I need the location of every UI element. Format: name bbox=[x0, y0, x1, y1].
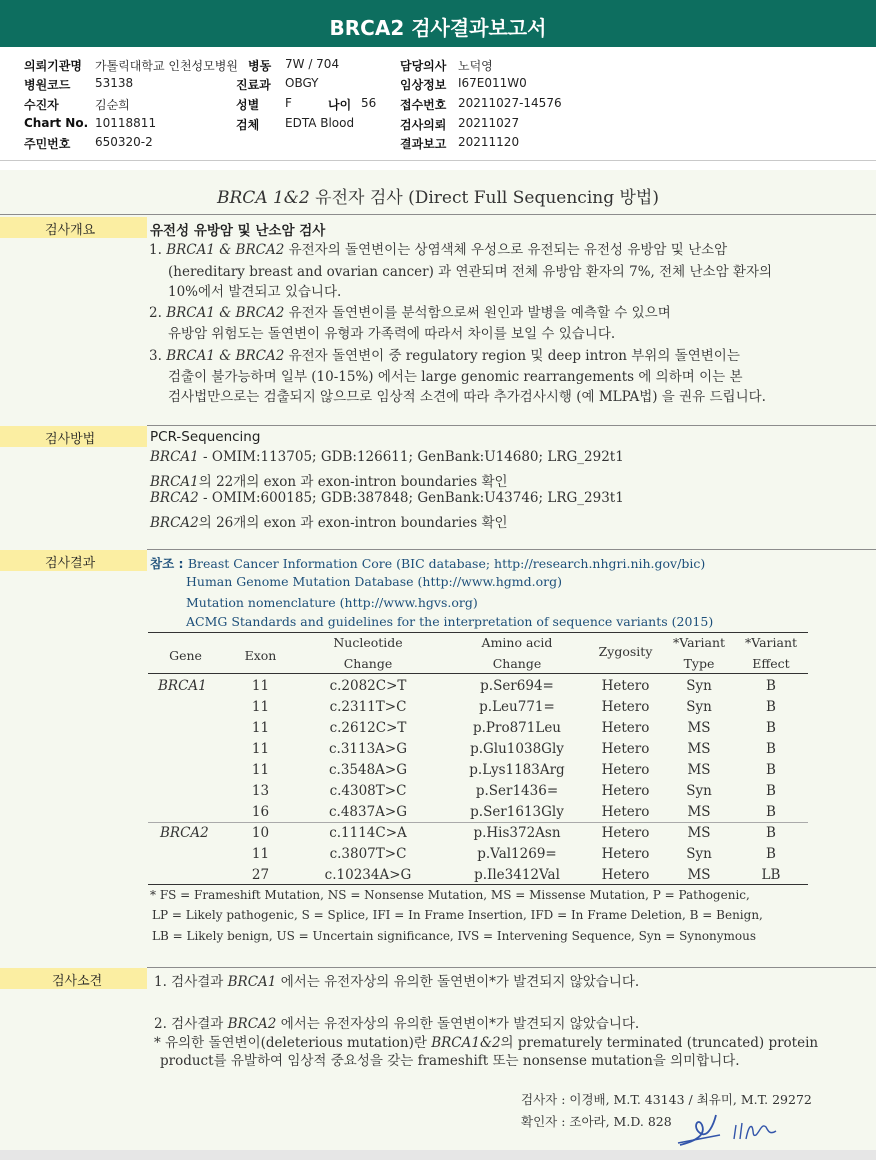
report-heading bbox=[0, 183, 876, 208]
conclusion-item-2: 2. 검사결과 BRCA2 에서는 유전자상의 유의한 돌연변이*가 발견되지 않았습니다. bbox=[154, 1016, 640, 1032]
overview-item-2-line2: 유방암 위험도는 돌연변이 유형과 가족력에 따라서 차이를 보일 수 있습니다. bbox=[168, 326, 616, 342]
overview-item-1-line3: 10%에서 발견되고 있습니다. bbox=[168, 284, 342, 300]
report-date-value: 20211120 bbox=[458, 135, 520, 149]
age-label: 나이 bbox=[328, 98, 352, 112]
footnote-line-3: LB = Likely benign, US = Uncertain significance, IVS = Intervening Sequence, Syn = Synonymous bbox=[152, 929, 757, 943]
title-bar bbox=[0, 0, 876, 47]
header-divider bbox=[0, 160, 876, 161]
resident-no-label: 주민번호 bbox=[24, 137, 71, 151]
method-line-2: BRCA1의 22개의 exon 과 exon-intron boundaries 확인 bbox=[150, 474, 508, 490]
overview-item-1: 1. BRCA1 & BRCA2 유전자의 돌연변이는 상염색체 우성으로 유전되는 유전성 유방암 및 난소암 bbox=[149, 242, 728, 258]
chart-no-label: Chart No. bbox=[24, 116, 89, 130]
department-label: 진료과 bbox=[236, 78, 271, 92]
overview-item-3: 3. BRCA1 & BRCA2 유전자 돌연변이 중 regulatory region 및 deep intron 부위의 돌연변이는 bbox=[149, 348, 740, 364]
physician-label: 담당의사 bbox=[400, 59, 447, 73]
conclusion-note-line2: product를 유발하여 임상적 중요성을 갖는 frameshift 또는 nonsense mutation을 의미합니다. bbox=[160, 1053, 740, 1069]
report-title: BRCA2 검사결과보고서 bbox=[329, 16, 547, 40]
method-line-1: BRCA1 - OMIM:113705; GDB:126611; GenBank:U14680; LRG_292t1 bbox=[150, 449, 624, 465]
physician-value: 노덕영 bbox=[458, 59, 493, 73]
report-heading-genes: BRCA 1&2 bbox=[217, 188, 310, 208]
col-amino-2: Change bbox=[492, 656, 542, 671]
reference-4: ACMG Standards and guidelines for the interpretation of sequence variants (2015) bbox=[186, 614, 714, 629]
col-nucleotide-2: Change bbox=[343, 656, 393, 671]
col-exon: Exon bbox=[244, 648, 277, 663]
reference-2: Human Genome Mutation Database (http://www.hgmd.org) bbox=[186, 574, 563, 589]
heading-rule bbox=[0, 214, 876, 215]
specimen-value: EDTA Blood bbox=[285, 116, 355, 130]
chart-no-value: 10118811 bbox=[95, 116, 157, 130]
method-line-4: BRCA2의 26개의 exon 과 exon-intron boundaries 확인 bbox=[150, 515, 508, 531]
institution-label: 의뢰기관명 bbox=[24, 59, 82, 73]
hospital-code-label: 병원코드 bbox=[24, 78, 71, 92]
tester-signature: 검사자 : 이경배, M.T. 43143 / 최유미, M.T. 29272 bbox=[521, 1092, 812, 1107]
col-variant-type-2: Type bbox=[683, 656, 715, 671]
conclusion-rule bbox=[147, 967, 876, 968]
footnote-line-1: * FS = Frameshift Mutation, NS = Nonsense Mutation, MS = Missense Mutation, P = Pathogenic, bbox=[150, 888, 750, 902]
reference-1: 참조 : Breast Cancer Information Core (BIC database; http://research.nhgri.nih.gov/bic) bbox=[150, 556, 706, 571]
col-zygosity: Zygosity bbox=[598, 644, 653, 659]
col-variant-effect-2: Effect bbox=[752, 656, 790, 671]
method-rule bbox=[147, 425, 876, 426]
report-heading-text: 유전자 검사 (Direct Full Sequencing 방법) bbox=[309, 188, 659, 208]
handwritten-signature bbox=[676, 1105, 788, 1151]
patient-value: 김순희 bbox=[95, 98, 130, 112]
overview-item-2: 2. BRCA1 & BRCA2 유전자 돌연변이를 분석함으로써 원인과 발병을 예측할 수 있으며 bbox=[149, 305, 671, 321]
overview-title: 유전성 유방암 및 난소암 검사 bbox=[150, 223, 326, 239]
col-gene: Gene bbox=[169, 648, 202, 663]
col-variant-effect-1: *Variant bbox=[744, 635, 798, 650]
section-label-conclusion: 검사소견 bbox=[0, 968, 147, 989]
section-label-method: 검사방법 bbox=[0, 426, 147, 447]
age-value: 56 bbox=[361, 96, 377, 110]
method-line-3: BRCA2 - OMIM:600185; GDB:387848; GenBank:U43746; LRG_293t1 bbox=[150, 490, 624, 506]
institution-value: 가톨릭대학교 인천성모병원 bbox=[95, 59, 238, 73]
section-label-overview: 검사개요 bbox=[0, 217, 147, 238]
request-date-label: 검사의뢰 bbox=[400, 118, 447, 132]
confirmer-signature: 확인자 : 조아라, M.D. 828 bbox=[521, 1114, 672, 1129]
table-group-rule bbox=[148, 822, 808, 823]
overview-item-1-line2: (hereditary breast and ovarian cancer) 과 연관되며 전체 유방암 환자의 7%, 전체 난소암 환자의 bbox=[168, 264, 773, 280]
reference-3: Mutation nomenclature (http://www.hgvs.org) bbox=[186, 595, 478, 610]
sex-label: 성별 bbox=[236, 98, 260, 112]
col-amino-1: Amino acid bbox=[481, 635, 553, 650]
accession-value: 20211027-14576 bbox=[458, 96, 562, 110]
report-body: BRCA 1&2 유전자 검사 (Direct Full Sequencing 방법) 검사개요 유전성 유방암 및 난소암 검사 1. BRCA1 & BRCA2 유전자의 돌연변이는 상염색체 우성으로 유전되는 유전성 유방암 및 난소암 (hereditary breast and ovarian cancer) 과 연관되며 전체 유방암 환자의 7%, 전체 난소암 환자의 10%에서 발견되고 있습니다. 2. BRCA1 & BRCA2 유전자 돌연변이를 분석함으로써 원인과 발병을 예측할 수 있으며 유방암 위험도는 돌연변이 유형과 가족력에 따라서 차이를 보일 수 있습니다. 3. BRCA1 & BRCA2 유전자 돌연변이 중 regulatory region 및 deep intron 부위의 돌연변이는 검출이 불가능하며 일부 (10-15%) 에서는 large genomic rearrangements 에 의하며 이는 본 검사법만으로는 검출되지 않으므로 임상적 소견에 따라 추가검사시행 (예 MLPA법) 을 권유 드립니다. 검사방법 PCR-Sequencing BRCA1 - OMIM:113705; GDB:126611; GenBank:U14680; LRG_292t1 BRCA1의 22개의 exon 과 exon-intron boundaries 확인 BRCA2 - OMIM:600185; GDB:387848; GenBank:U43746; LRG_293t1 BRCA2의 26개의 exon 과 exon-intron boundaries 확인 검사결과 참조 : Breast Cancer Information Core (BIC database; http://research.nhgri.nih.gov/bic) Human Genome Mutation Database (http://www.hgmd.org) Mutation nomenclature (http://www.hgvs.org) ACMG Standards and guidelines for the interpretation of sequence variants (2015) Gene Exon Nucleotide Change Amino acid Change Zygosity *Variant Type *Variant Effect BRCA1 11 c.2082C>T p.Ser694= Hetero Syn B 11 c.2311T>C p.Leu771= Hetero Syn B 11 c.2612C>T p.Pro871Leu Hetero MS B 11 c.3113A>G p.Glu1038Gly Hetero MS B 11 c.3548A>G p.Lys1183Arg Hetero MS B 13 c.4308T>C p.Ser1436= Hetero Syn B 16 c.4837A>G p.Ser1613Gly Hetero MS B BRCA2 10 c.1114C>A p.His372Asn Hetero MS B 11 c.3807T>C p.Val1269= Hetero Syn B 27 c.10234A>G p.Ile3412Val Hetero MS LB * FS = Frameshift Mutation, NS = Nonsense Mutation, MS = Missense Mutation, P = Pathogenic, LP = Likely pathogenic, S = Splice, IFI = In Frame Insertion, IFD = In Frame Deletion, B = Benign, LB = Likely benign, US = Uncertain significance, IVS = Intervening Sequence, Syn = Synonymous 검사소견 1. 검사결과 BRCA1 에서는 유전자상의 유의한 돌연변이*가 발견되지 않았습니다. 2. 검사결과 BRCA2 에서는 유전자상의 유의한 돌연변이*가 발견되지 않았습니다. * 유의한 돌연변이(deleterious mutation)란 BRCA1&2의 prematurely terminated (truncated) protein product를 유발하여 임상적 중요성을 갖는 frameshift 또는 nonsense mutation을 의미합니다. 검사자 : 이경배, M.T. 43143 / 최유미, M.T. 29272 확인자 : 조아라, M.D. 828 bbox=[0, 170, 876, 1150]
section-label-result: 검사결과 bbox=[0, 550, 147, 571]
method-title: PCR-Sequencing bbox=[150, 429, 261, 445]
specimen-label: 검체 bbox=[236, 118, 260, 132]
conclusion-item-1: 1. 검사결과 BRCA1 에서는 유전자상의 유의한 돌연변이*가 발견되지 않았습니다. bbox=[154, 974, 640, 990]
report-date-label: 결과보고 bbox=[400, 137, 447, 151]
request-date-value: 20211027 bbox=[458, 116, 520, 130]
table-bottom-rule bbox=[148, 884, 808, 885]
result-rule bbox=[147, 549, 876, 550]
hospital-code-value: 53138 bbox=[95, 76, 134, 90]
col-variant-type-1: *Variant bbox=[672, 635, 726, 650]
conclusion-note: * 유의한 돌연변이(deleterious mutation)란 BRCA1&2의 prematurely terminated (truncated) protein bbox=[154, 1035, 819, 1051]
table-header-rule bbox=[148, 673, 808, 674]
overview-item-3-line3: 검사법만으로는 검출되지 않으므로 임상적 소견에 따라 추가검사시행 (예 MLPA법) 을 권유 드립니다. bbox=[168, 389, 766, 405]
ward-label: 병동 bbox=[248, 59, 272, 73]
page-bottom-edge bbox=[0, 1150, 876, 1160]
ward-value: 7W / 704 bbox=[285, 57, 340, 71]
table-top-rule bbox=[148, 632, 808, 633]
department-value: OBGY bbox=[285, 76, 319, 90]
overview-item-3-line2: 검출이 불가능하며 일부 (10-15%) 에서는 large genomic rearrangements 에 의하며 이는 본 bbox=[168, 369, 743, 385]
clinical-info-value: I67E011W0 bbox=[458, 76, 527, 90]
col-nucleotide-1: Nucleotide bbox=[333, 635, 403, 650]
resident-no-value: 650320-2 bbox=[95, 135, 153, 149]
accession-label: 접수번호 bbox=[400, 98, 447, 112]
clinical-info-label: 임상정보 bbox=[400, 78, 447, 92]
footnote-line-2: LP = Likely pathogenic, S = Splice, IFI = In Frame Insertion, IFD = In Frame Deletion, B = Benign, bbox=[152, 908, 763, 922]
patient-label: 수진자 bbox=[24, 98, 59, 112]
sex-value: F bbox=[285, 96, 292, 110]
